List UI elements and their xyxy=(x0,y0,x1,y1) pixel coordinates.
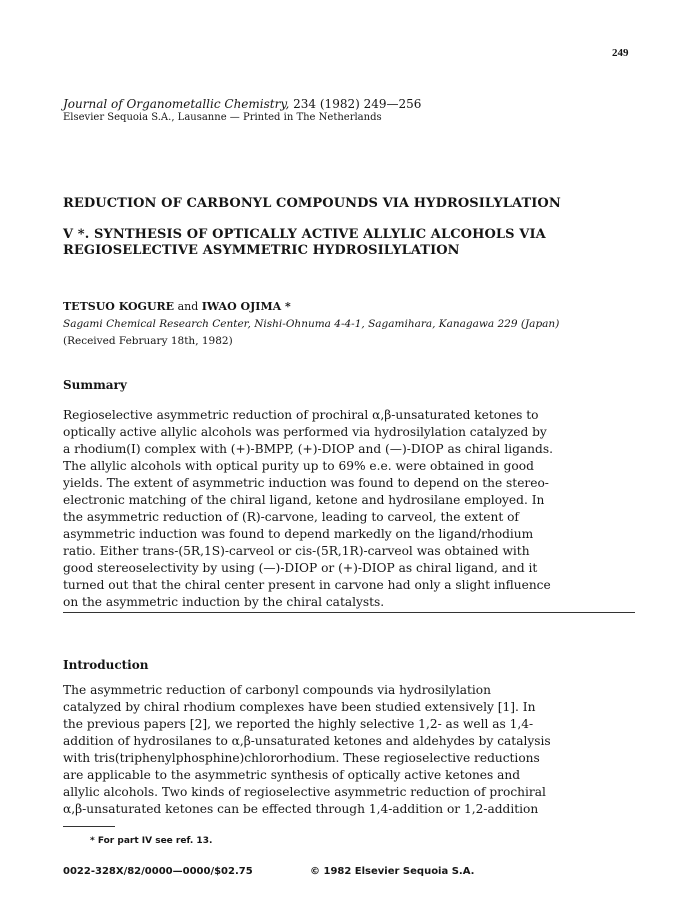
publisher-line: Elsevier Sequoia S.A., Lausanne — Printed in The Netherlands xyxy=(63,112,382,123)
intro-line: addition of hydrosilanes to α,β-unsaturated ketones and aldehydes by catalysis xyxy=(63,734,551,748)
summary-line: ratio. Either trans-(5R,1S)-carveol or cis-(5R,1R)-carveol was obtained with xyxy=(63,544,530,558)
journal-name: Journal of Organometallic Chemistry, xyxy=(63,97,290,111)
introduction-body xyxy=(63,682,633,818)
received-date: (Received February 18th, 1982) xyxy=(63,335,233,347)
paper-title-line-1: REDUCTION OF CARBONYL COMPOUNDS VIA HYDROSILYLATION xyxy=(63,196,561,211)
author-list xyxy=(63,300,291,313)
summary-line: on the asymmetric induction by the chiral catalysts. xyxy=(63,595,385,609)
intro-line: the previous papers [2], we reported the highly selective 1,2- as well as 1,4- xyxy=(63,717,534,731)
footnote-divider xyxy=(63,826,115,827)
copyright-line: © 1982 Elsevier Sequoia S.A. xyxy=(310,866,475,877)
footnote: * For part IV see ref. 13. xyxy=(90,836,213,846)
summary-divider xyxy=(63,612,635,613)
summary-line: optically active allylic alcohols was performed via hydrosilylation catalyzed by xyxy=(63,425,547,439)
issn-line: 0022-328X/82/0000—0000/$02.75 xyxy=(63,866,253,877)
summary-line: the asymmetric reduction of (R)-carvone, leading to carveol, the extent of xyxy=(63,510,519,524)
affiliation: Sagami Chemical Research Center, Nishi-Ohnuma 4-4-1, Sagamihara, Kanagawa 229 (Japan) xyxy=(63,318,560,330)
summary-line: asymmetric induction was found to depend markedly on the ligand/rhodium xyxy=(63,527,534,541)
summary-line: electronic matching of the chiral ligand, ketone and hydrosilane employed. In xyxy=(63,493,545,507)
introduction-heading: Introduction xyxy=(63,658,149,672)
summary-body xyxy=(63,407,633,611)
author-kogure: TETSUO KOGURE xyxy=(63,300,175,313)
intro-line: allylic alcohols. Two kinds of regioselective asymmetric reduction of prochiral xyxy=(63,785,546,799)
intro-line: with tris(triphenylphosphine)chlororhodium. These regioselective reductions xyxy=(63,751,540,765)
page-number: 249 xyxy=(612,47,629,59)
paper-title-line-3: REGIOSELECTIVE ASYMMETRIC HYDROSILYLATION xyxy=(63,243,460,258)
intro-line: are applicable to the asymmetric synthesis of optically active ketones and xyxy=(63,768,521,782)
journal-volume-pages: 234 (1982) 249—256 xyxy=(289,97,422,111)
paper-title-line-2: V *. SYNTHESIS OF OPTICALLY ACTIVE ALLYLIC ALCOHOLS VIA xyxy=(63,227,546,242)
summary-heading: Summary xyxy=(63,378,127,392)
summary-line: Regioselective asymmetric reduction of prochiral α,β-unsaturated ketones to xyxy=(63,408,539,422)
summary-line: a rhodium(I) complex with (+)-BMPP, (+)-DIOP and (—)-DIOP as chiral ligands. xyxy=(63,442,553,456)
author-conjunction: and xyxy=(174,300,202,313)
summary-line: yields. The extent of asymmetric induction was found to depend on the stereo- xyxy=(63,476,549,490)
intro-line: α,β-unsaturated ketones can be effected through 1,4-addition or 1,2-addition xyxy=(63,802,539,816)
intro-line: The asymmetric reduction of carbonyl compounds via hydrosilylation xyxy=(63,683,491,697)
journal-citation xyxy=(63,97,421,111)
summary-line: The allylic alcohols with optical purity up to 69% e.e. were obtained in good xyxy=(63,459,534,473)
summary-line: good stereoselectivity by using (—)-DIOP or (+)-DIOP as chiral ligand, and it xyxy=(63,561,538,575)
summary-line: turned out that the chiral center present in carvone had only a slight influence xyxy=(63,578,551,592)
intro-line: catalyzed by chiral rhodium complexes have been studied extensively [1]. In xyxy=(63,700,536,714)
author-ojima: IWAO OJIMA * xyxy=(201,300,291,313)
